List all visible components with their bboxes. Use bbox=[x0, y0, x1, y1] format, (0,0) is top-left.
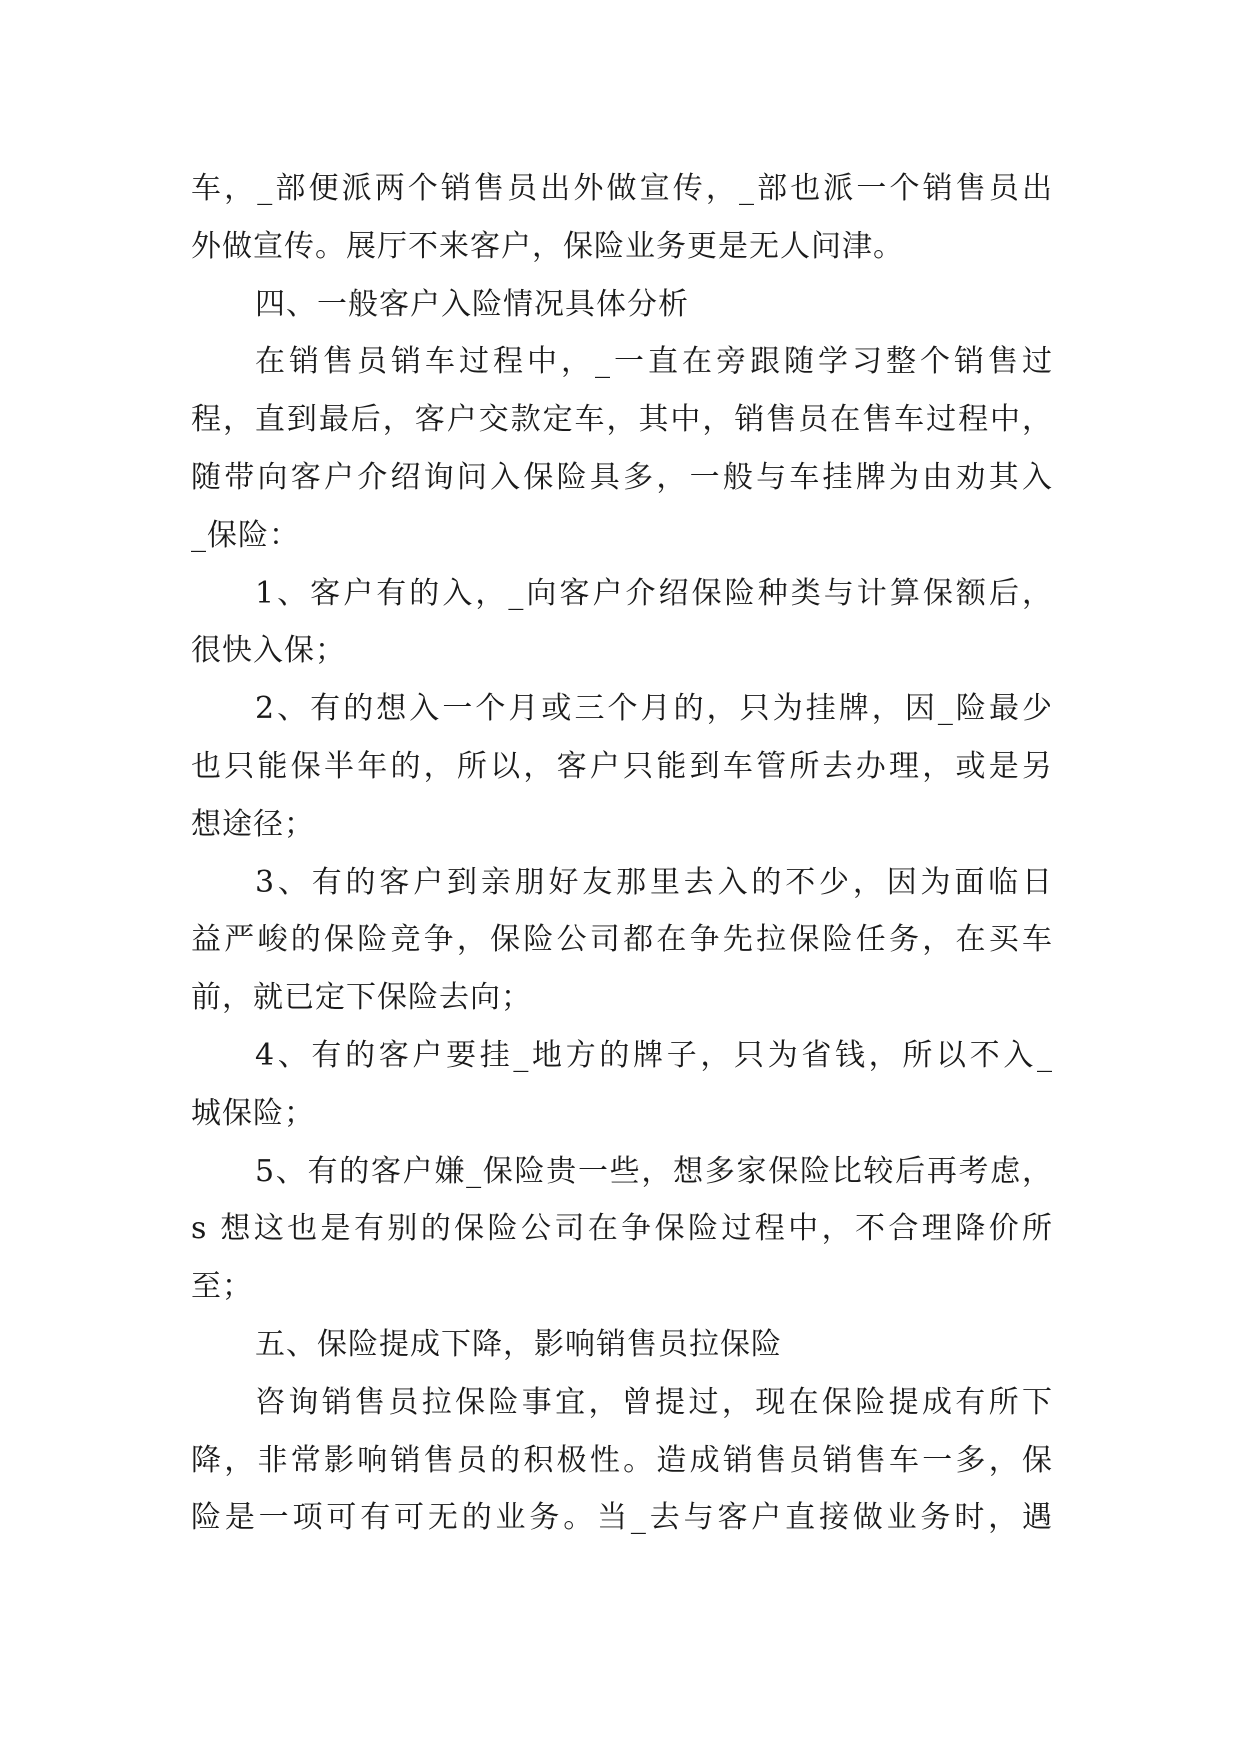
text-line: 咨询销售员拉保险事宜，曾提过，现在保险提成有所下 bbox=[255, 1384, 1053, 1420]
text-line: 车，_部便派两个销售员出外做宣传，_部也派一个销售员出 bbox=[191, 171, 1053, 206]
text-line: 4、有的客户要挂_地方的牌子，只为省钱，所以不入_ bbox=[255, 1037, 1053, 1073]
text-line: 3、有的客户到亲朋好友那里去入的不少，因为面临日 bbox=[255, 864, 1053, 900]
text-line: 2、有的想入一个月或三个月的，只为挂牌，因_险最少 bbox=[255, 691, 1053, 727]
text-line: 益严峻的保险竞争，保险公司都在争先拉保险任务，在买车 bbox=[191, 922, 1053, 958]
text-line: 前，就已定下保险去向； bbox=[191, 980, 532, 1016]
text-line: 四、一般客户入险情况具体分析 bbox=[255, 286, 689, 322]
text-line: 险是一项可有可无的业务。当_去与客户直接做业务时，遇 bbox=[191, 1500, 1053, 1536]
text-line: 五、保险提成下降，影响销售员拉保险 bbox=[255, 1326, 782, 1362]
text-line: s 想这也是有别的保险公司在争保险过程中，不合理降价所 bbox=[191, 1211, 1053, 1247]
text-line: 也只能保半年的，所以，客户只能到车管所去办理，或是另 bbox=[191, 748, 1053, 784]
document-body bbox=[191, 160, 1053, 1547]
text-line: 城保险； bbox=[191, 1095, 315, 1131]
text-line: 程，直到最后，客户交款定车，其中，销售员在售车过程中， bbox=[191, 402, 1053, 438]
text-line: 5、有的客户嫌_保险贵一些，想多家保险比较后再考虑， bbox=[255, 1153, 1053, 1189]
text-line: 很快入保； bbox=[191, 633, 346, 669]
text-line: 至； bbox=[191, 1269, 253, 1305]
text-line: 想途径； bbox=[191, 806, 315, 842]
text-line: 1、客户有的入，_向客户介绍保险种类与计算保额后， bbox=[255, 575, 1053, 611]
text-line: _保险： bbox=[191, 517, 300, 553]
text-line: 外做宣传。展厅不来客户，保险业务更是无人问津。 bbox=[191, 228, 904, 264]
text-line: 降，非常影响销售员的积极性。造成销售员销售车一多，保 bbox=[191, 1442, 1053, 1478]
text-line: 在销售员销车过程中，_一直在旁跟随学习整个销售过 bbox=[255, 344, 1053, 380]
text-line: 随带向客户介绍询问入保险具多，一般与车挂牌为由劝其入 bbox=[191, 459, 1053, 495]
